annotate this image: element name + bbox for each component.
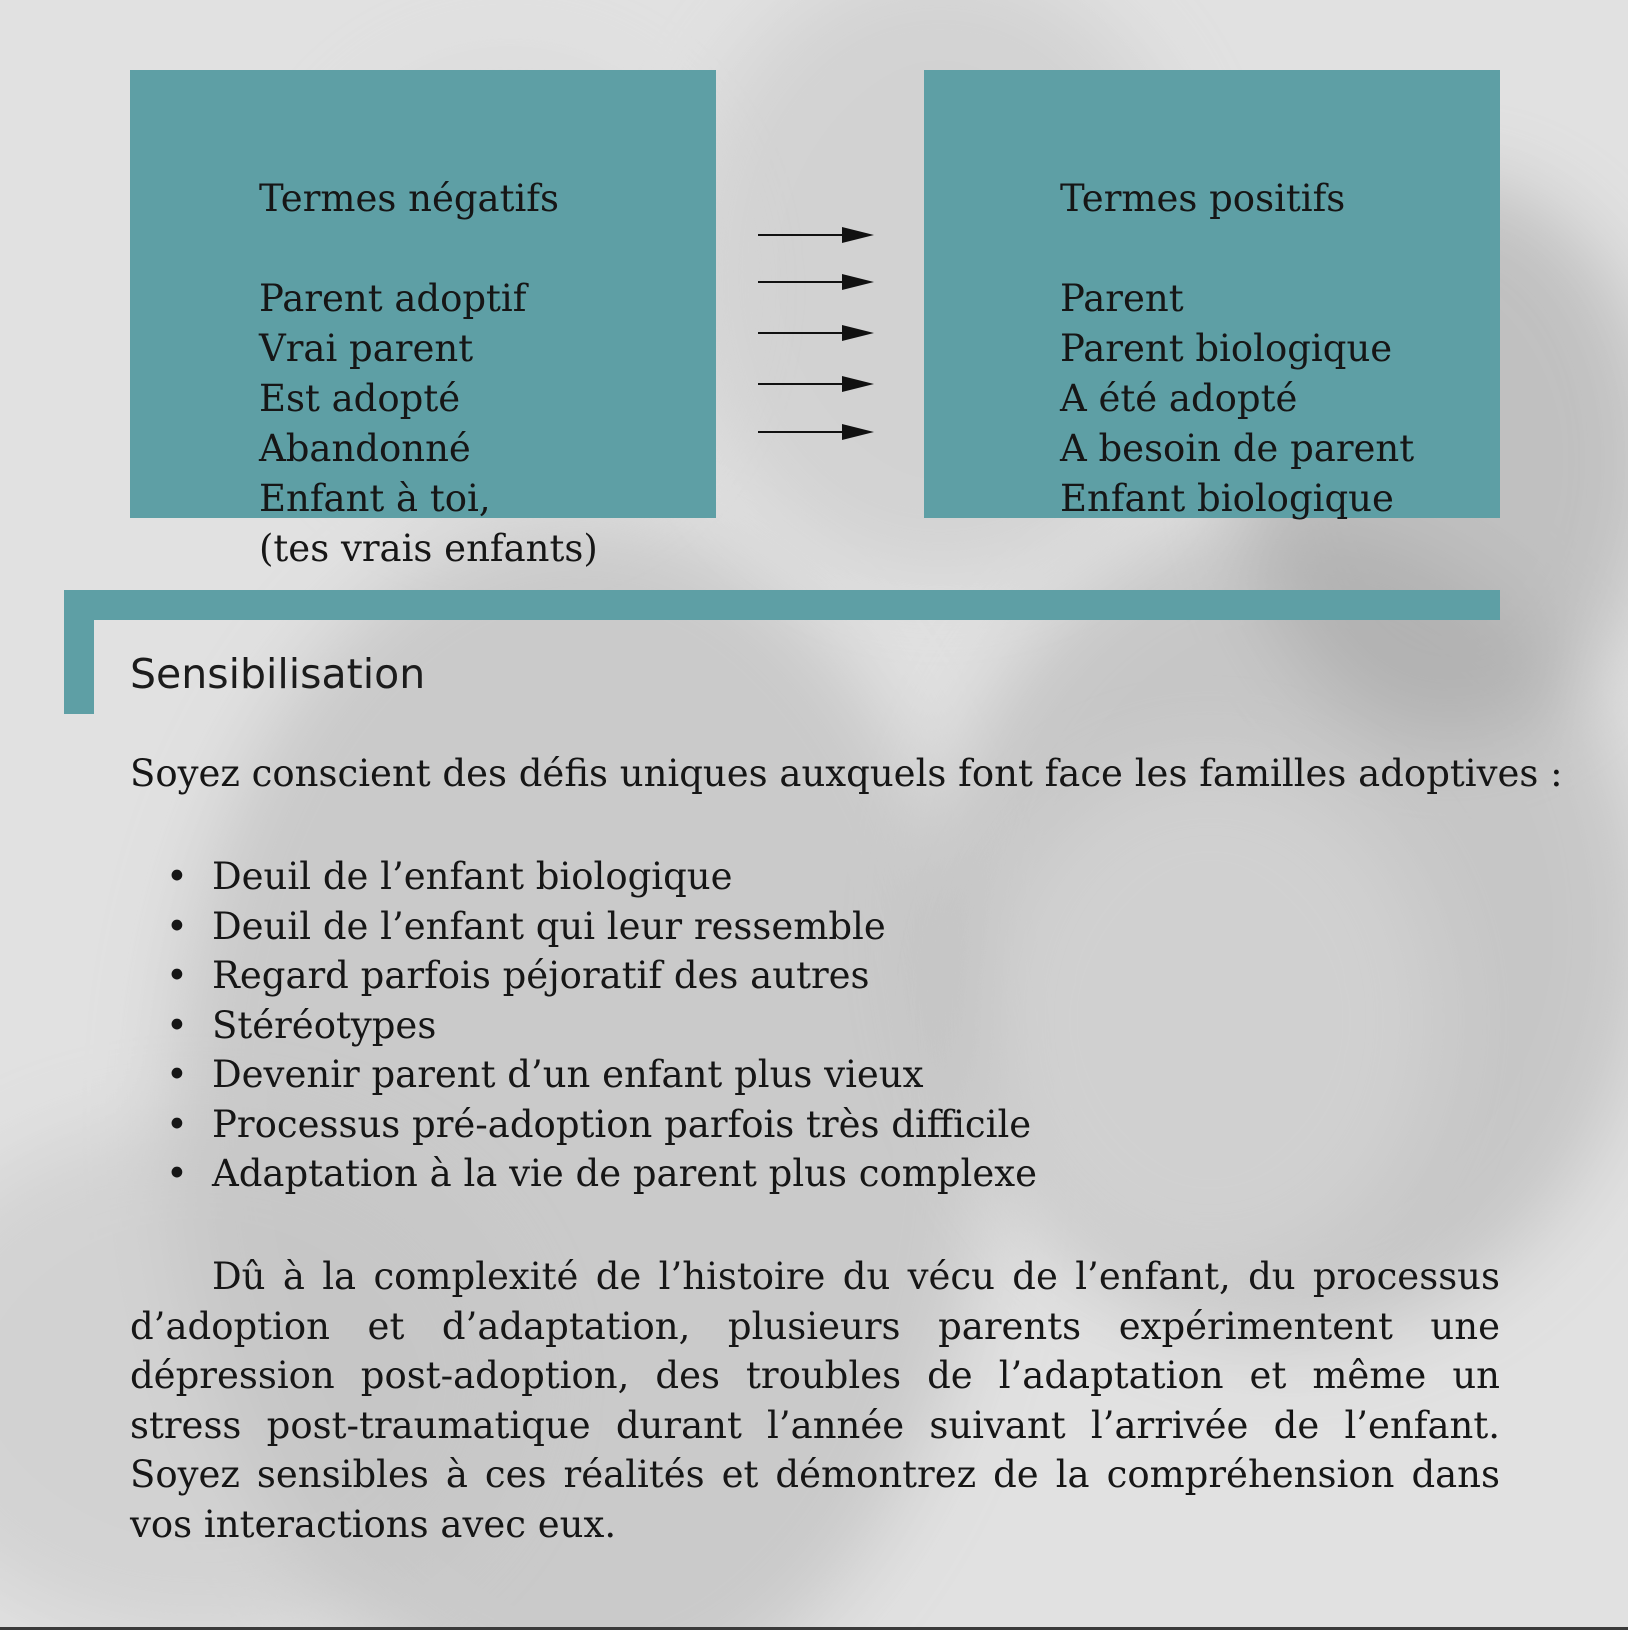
list-item xyxy=(130,951,1037,1001)
section-header-bracket xyxy=(64,590,94,714)
list-item xyxy=(130,1050,1037,1100)
bullet-icon: • xyxy=(166,954,188,997)
positive-term: A besoin de parent xyxy=(1060,427,1415,470)
list-item-text: Adaptation à la vie de parent plus complexe xyxy=(212,1152,1038,1195)
positive-term: Parent xyxy=(1060,277,1184,320)
body-paragraph: Dû à la complexité de l’histoire du vécu de l’enfant, du processus d’adoption et d’adaptation, plusieurs parents expérimentent une dépression post-adoption, des troubles de l’adaptation et même un stress post-traumatique durant l’année suivant l’arrivée de l’enfant. Soyez sensibles à ces réalités et démontrez de la compréhension dans vos interactions avec eux. xyxy=(130,1255,1500,1546)
negative-term: Enfant à toi, xyxy=(259,477,491,520)
challenges-list xyxy=(130,852,1037,1199)
negative-terms-box xyxy=(130,70,716,570)
list-item-text: Deuil de l’enfant qui leur ressemble xyxy=(212,904,886,948)
negative-term: Vrai parent xyxy=(259,327,474,370)
list-item-text: Devenir parent d’un enfant plus vieux xyxy=(212,1053,924,1096)
negative-term: Parent adoptif xyxy=(259,277,527,320)
bullet-icon: • xyxy=(166,904,188,948)
positive-term: Parent biologique xyxy=(1060,327,1393,370)
section-title: Sensibilisation xyxy=(130,650,426,698)
section-header-bar xyxy=(64,590,1500,620)
positive-terms-list xyxy=(1060,274,1414,524)
list-item-text: Stéréotypes xyxy=(212,1003,437,1047)
arrow-right-icon xyxy=(758,272,874,292)
negative-terms-title: Termes négatifs xyxy=(259,177,559,220)
positive-terms-title: Termes positifs xyxy=(1060,177,1346,220)
bullet-icon: • xyxy=(166,1102,188,1146)
negative-term: (tes vrais enfants) xyxy=(259,527,598,570)
list-item-text: Regard parfois péjoratif des autres xyxy=(212,954,870,997)
list-item xyxy=(130,1149,1037,1199)
section-intro: Soyez conscient des défis uniques auxquels font face les familles adoptives : xyxy=(130,752,1563,795)
list-item xyxy=(130,902,1037,952)
list-item-text: Deuil de l’enfant biologique xyxy=(212,855,733,898)
positive-term: Enfant biologique xyxy=(1060,477,1394,520)
negative-terms-list xyxy=(259,274,598,574)
negative-term: Abandonné xyxy=(259,427,471,470)
bullet-icon: • xyxy=(166,1152,188,1195)
bullet-icon: • xyxy=(166,1053,188,1096)
positive-term: A été adopté xyxy=(1060,377,1298,420)
arrow-right-icon xyxy=(758,225,874,245)
bullet-icon: • xyxy=(166,855,188,898)
arrow-right-icon xyxy=(758,374,874,394)
list-item xyxy=(130,1001,1037,1051)
bullet-icon: • xyxy=(166,1003,188,1047)
arrow-right-icon xyxy=(758,422,874,442)
positive-terms-box xyxy=(924,70,1500,518)
negative-term: Est adopté xyxy=(259,377,461,420)
list-item-text: Processus pré-adoption parfois très difficile xyxy=(212,1102,1032,1146)
list-item xyxy=(130,1100,1037,1150)
arrow-right-icon xyxy=(758,323,874,343)
list-item xyxy=(130,852,1037,902)
